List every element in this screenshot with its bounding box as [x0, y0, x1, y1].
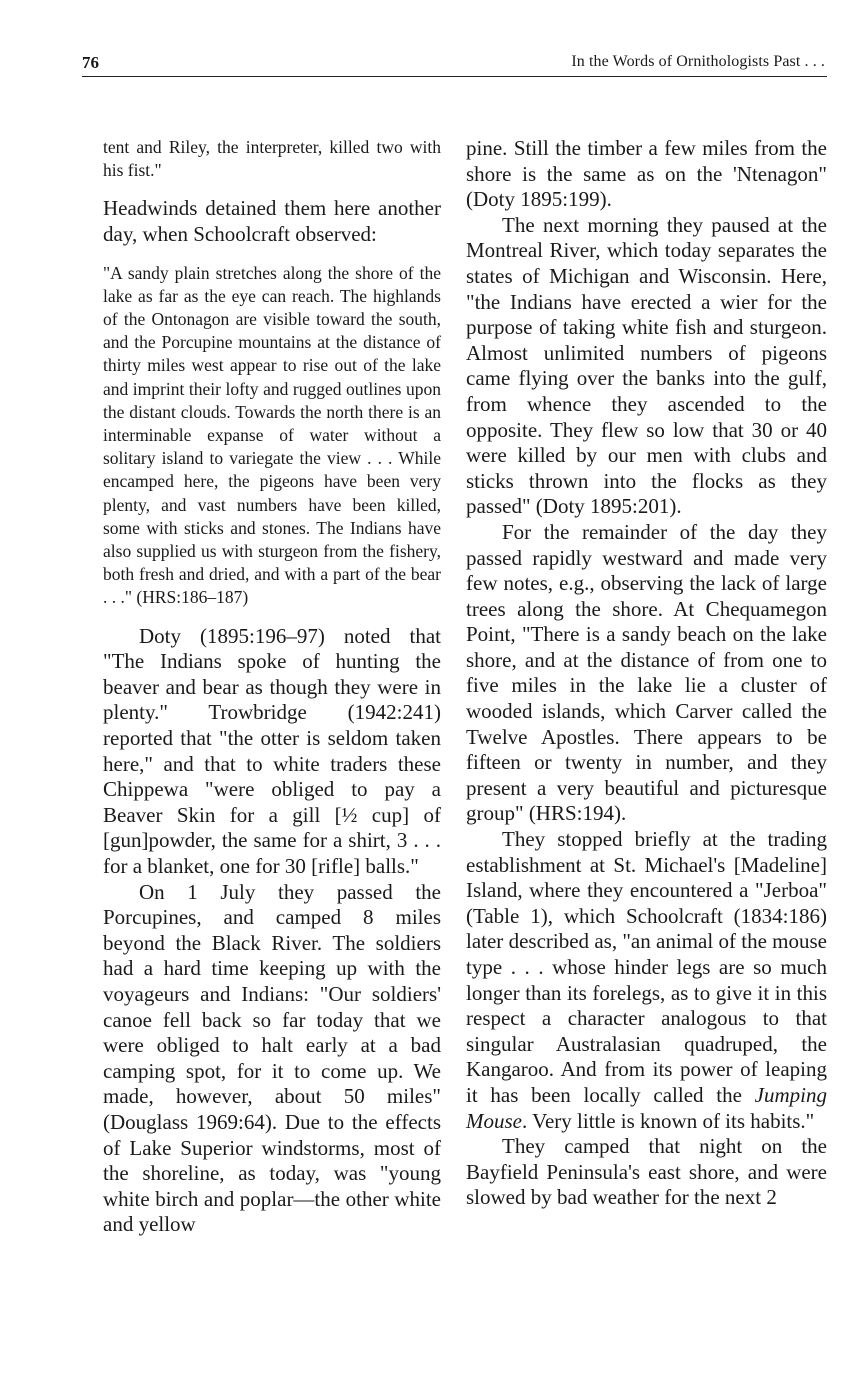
right-column	[466, 136, 827, 1211]
paragraph-stopped-text-b: . Very little is known of its habits."	[522, 1108, 815, 1133]
paragraph-stopped	[466, 827, 827, 1134]
paragraph-july: On 1 July they passed the Porcupines, and camped 8 miles beyond the Black River. The soldiers had a hard time keeping up with the voyageurs and Indians: "Our soldiers' canoe fell back so far today that we were obliged to halt early at a bad camping spot, for it to come up. We made, however, about 50 miles" (Douglass 1969:64). Due to the effects of Lake Superior windstorms, most of the shoreline, as today, was "young white birch and poplar—the other white and yellow	[103, 879, 441, 1237]
running-header	[82, 50, 827, 77]
paragraph-stopped-text-a: They stopped briefly at the trading establishment at St. Michael's [Madeline] Island, where they encountered a "Jerboa" (Table 1), which Schoolcraft (1834:186) later described as, "an animal of the mouse type . . . whose hinder legs are so much longer than its forelegs, as to give it in this respect a character analogous to that singular Australasian quadruped, the Kangaroo. And from its power of leaping it has been locally called the	[466, 827, 827, 1107]
page-number: 76	[82, 53, 99, 72]
jumping-mouse-italic: Jumping Mouse	[466, 1082, 827, 1133]
paragraph-montreal: The next morning they paused at the Montreal River, which today separates the states of Michigan and Wisconsin. Here, "the Indians have erected a wier for the purpose of taking white fish and sturgeon. Almost unlimited numbers of pigeons came flying over the banks into the gulf, from whence they ascended to the opposite. They flew so low that 30 or 40 were killed by our men with clubs and sticks thrown into the flocks as they passed" (Doty 1895:201).	[466, 212, 827, 519]
paragraph-remainder: For the remainder of the day they passed rapidly westward and made very few notes, e.g., observing the lack of large trees along the shore. At Chequamegon Point, "There is a sandy beach on the lake shore, and at the distance of from one to five miles in the lake lie a cluster of wooded islands, which Carver called the Twelve Apostles. There appears to be fifteen or twenty in number, and they present a very beautiful and picturesque group" (HRS:194).	[466, 519, 827, 826]
quote-continuation: tent and Riley, the interpreter, killed two with his fist."	[103, 137, 441, 181]
block-quote-schoolcraft: "A sandy plain stretches along the shore of the lake as far as the eye can reach. The highlands of the Ontonagon are visible toward the south, and the Porcupine mountains at the distance of thirty miles west appear to rise out of the lake and imprint their lofty and rugged outlines upon the distant clouds. Towards the north there is an interminable expanse of water without a solitary island to variegate the view . . . While encamped here, the pigeons have been very plenty, and vast numbers have been killed, some with sticks and stones. The Indians have also supplied us with sturgeon from the fishery, both fresh and dried, and with a part of the bear . . ." (HRS:186–187)	[103, 262, 441, 608]
paragraph-headwinds: Headwinds detained them here another day, when Schoolcraft observed:	[103, 196, 441, 246]
paragraph-camped: They camped that night on the Bayfield Peninsula's east shore, and were slowed by bad weather for the next 2	[466, 1134, 827, 1210]
paragraph-pine: pine. Still the timber a few miles from the shore is the same as on the 'Ntenagon" (Doty 1895:199).	[466, 136, 827, 212]
running-title: In the Words of Ornithologists Past . . .	[571, 53, 825, 70]
paragraph-doty: Doty (1895:196–97) noted that "The Indians spoke of hunting the beaver and bear as though they were in plenty." Trowbridge (1942:241) reported that "the otter is seldom taken here," and that to white traders these Chippewa "were obliged to pay a Beaver Skin for a gill [½ cup] of [gun]powder, the same for a shirt, 3 . . . for a blanket, one for 30 [rifle] balls."	[103, 623, 441, 878]
left-column	[103, 136, 441, 1238]
